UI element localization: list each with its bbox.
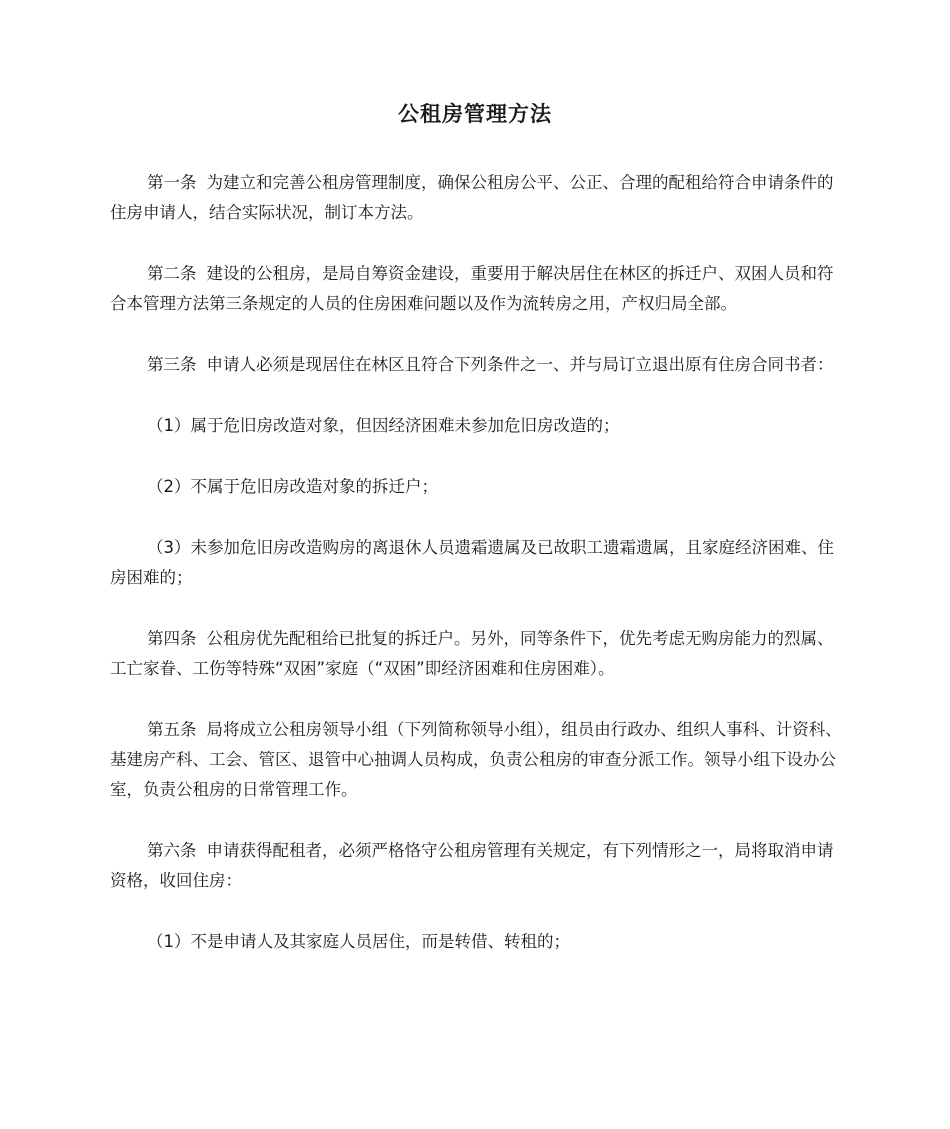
list-item — [110, 927, 845, 957]
article-5 — [110, 715, 845, 805]
document-body — [110, 168, 845, 988]
article-3 — [110, 350, 845, 380]
article-2 — [110, 259, 845, 319]
list-item — [110, 472, 845, 502]
article-label: 第一条 — [147, 173, 197, 192]
article-text: 局将成立公租房领导小组（下列简称领导小组），组员由行政办、组织人事科、计资科、基建房产科、工会、管区、退管中心抽调人员构成，负责公租房的审查分派工作。领导小组下设办公室，负责公租房的日常管理工作。 — [110, 720, 842, 799]
article-text: 公租房优先配租给已批复的拆迁户。另外，同等条件下，优先考虑无购房能力的烈属、工亡家眷、工伤等特殊“双困”家庭（“双困”即经济困难和住房困难）。 — [110, 629, 834, 678]
article-label: 第三条 — [147, 355, 197, 374]
article-label: 第六条 — [147, 841, 197, 860]
page-title: 公租房管理方法 — [398, 102, 552, 126]
article-label: 第四条 — [147, 629, 197, 648]
list-item-text: （3）未参加危旧房改造购房的离退休人员遗霜遗属及已故职工遗霜遗属，且家庭经济困难、住房困难的； — [110, 538, 834, 587]
article-text: 申请获得配租者，必须严格恪守公租房管理有关规定，有下列情形之一，局将取消申请资格，收回住房： — [110, 841, 834, 890]
list-item-text: （1）属于危旧房改造对象，但因经济困难未参加危旧房改造的； — [147, 416, 620, 435]
article-4 — [110, 624, 845, 684]
article-6 — [110, 836, 845, 896]
article-text: 为建立和完善公租房管理制度，确保公租房公平、公正、合理的配租给符合申请条件的住房申请人，结合实际状况，制订本方法。 — [110, 173, 834, 222]
article-text: 申请人必须是现居住在林区且符合下列条件之一、并与局订立退出原有住房合同书者： — [206, 355, 834, 374]
list-item-text: （1）不是申请人及其家庭人员居住，而是转借、转租的； — [147, 932, 570, 951]
article-label: 第五条 — [147, 720, 197, 739]
article-text: 建设的公租房，是局自筹资金建设，重要用于解决居住在林区的拆迁户、双困人员和符合本管理方法第三条规定的人员的住房困难问题以及作为流转房之用，产权归局全部。 — [110, 264, 834, 313]
list-item — [110, 533, 845, 593]
list-item-text: （2）不属于危旧房改造对象的拆迁户； — [147, 477, 438, 496]
article-label: 第二条 — [147, 264, 197, 283]
list-item — [110, 411, 845, 441]
article-1 — [110, 168, 845, 228]
